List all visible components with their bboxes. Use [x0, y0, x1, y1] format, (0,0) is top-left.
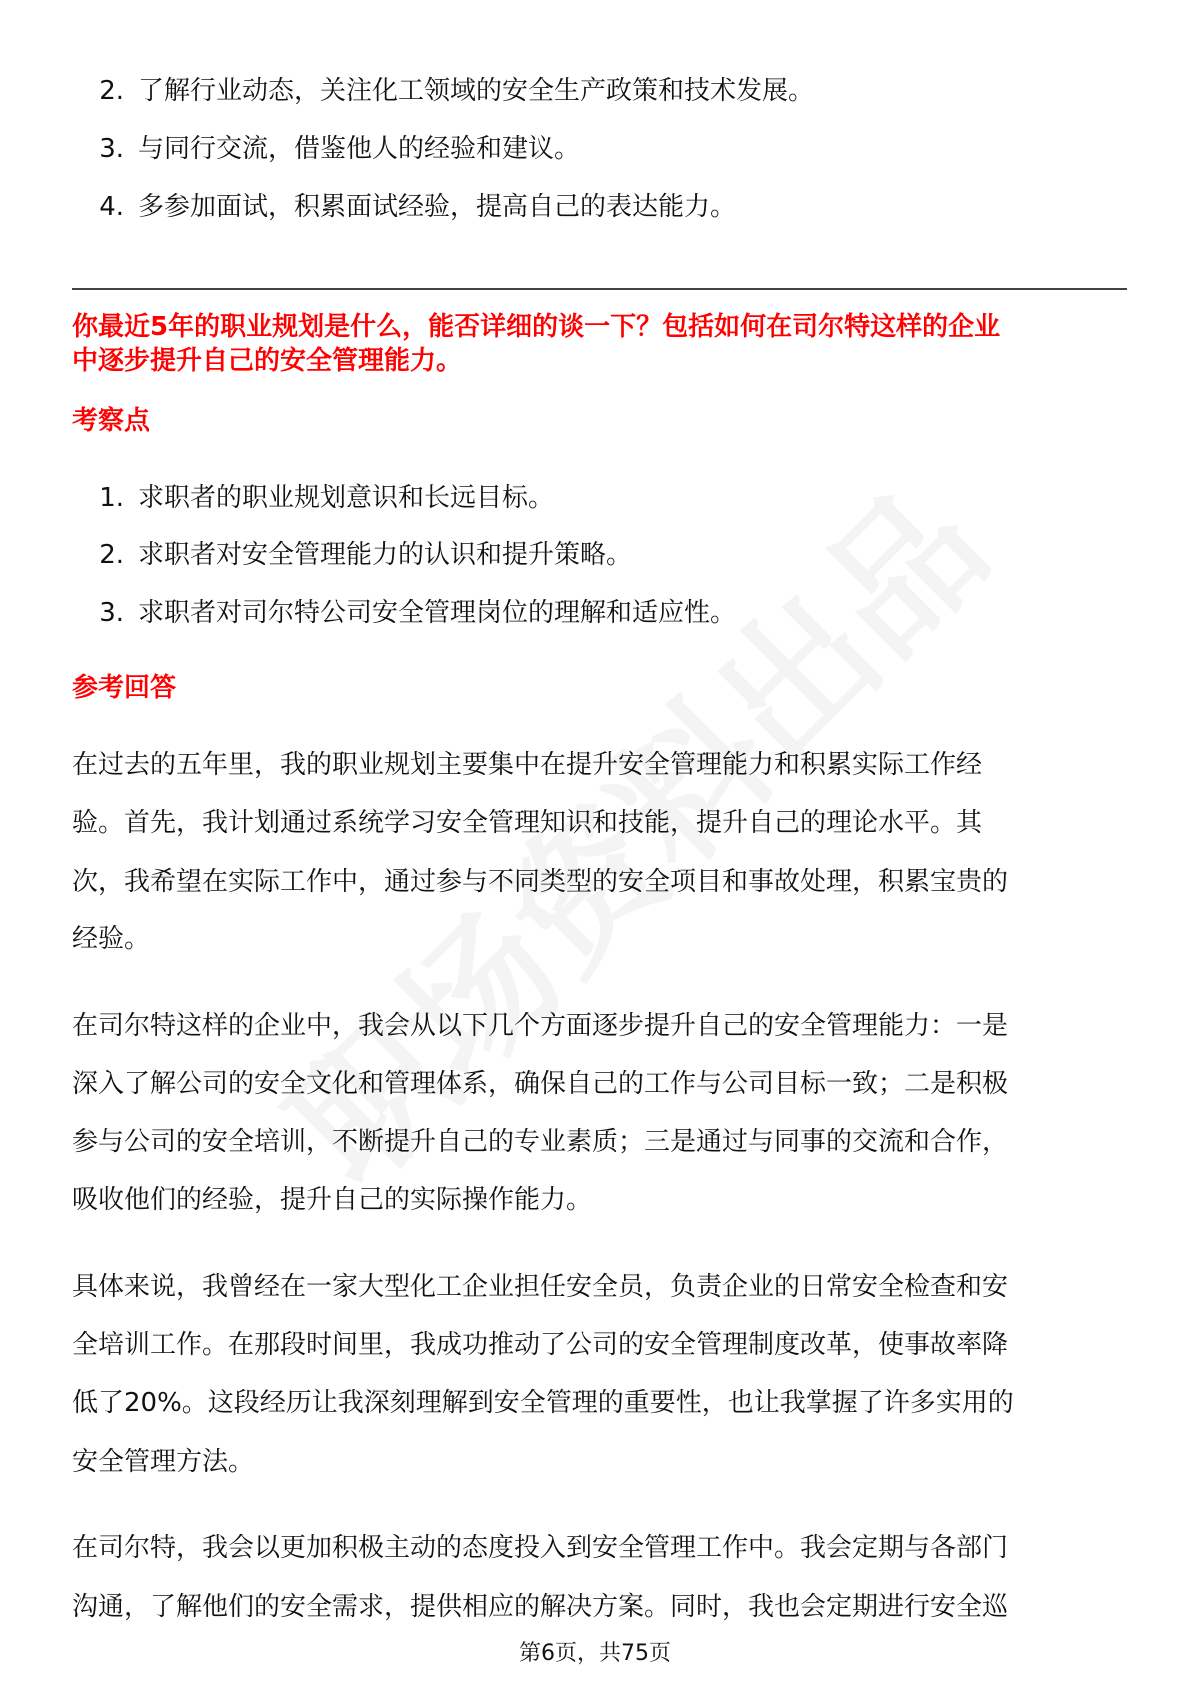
question-line: 你最近5年的职业规划是什么，能否详细的谈一下？包括如何在司尔特这样的企业 — [72, 312, 1001, 342]
question-line: 中逐步提升自己的安全管理能力。 — [72, 346, 463, 376]
list-text: 多参加面试，积累面试经验，提高自己的表达能力。 — [138, 192, 737, 222]
list-number: 3. — [99, 134, 124, 164]
list-text: 求职者对安全管理能力的认识和提升策略。 — [138, 540, 633, 570]
paragraph-line: 全培训工作。在那段时间里，我成功推动了公司的安全管理制度改革，使事故率降 — [72, 1330, 1009, 1360]
divider — [72, 288, 1127, 290]
list-item — [72, 74, 814, 108]
paragraph-line: 验。首先，我计划通过系统学习安全管理知识和技能，提升自己的理论水平。其 — [72, 808, 983, 838]
list-text: 与同行交流，借鉴他人的经验和建议。 — [138, 134, 581, 164]
list-text: 了解行业动态，关注化工领域的安全生产政策和技术发展。 — [138, 76, 815, 106]
list-item — [72, 190, 736, 224]
paragraph-line: 在司尔特，我会以更加积极主动的态度投入到安全管理工作中。我会定期与各部门 — [72, 1533, 1009, 1563]
paragraph-line: 经验。 — [72, 924, 151, 954]
paragraph-line: 安全管理方法。 — [72, 1447, 255, 1477]
list-item — [72, 132, 580, 166]
paragraph-line: 在过去的五年里，我的职业规划主要集中在提升安全管理能力和积累实际工作经 — [72, 750, 983, 780]
paragraph-line: 低了20%。这段经历让我深刻理解到安全管理的重要性，也让我掌握了许多实用的 — [72, 1388, 1014, 1418]
paragraph-line: 吸收他们的经验，提升自己的实际操作能力。 — [72, 1185, 593, 1215]
list-item — [72, 538, 632, 572]
page-number: 第6页，共75页 — [519, 1641, 671, 1666]
list-number: 1. — [99, 483, 124, 513]
list-text: 求职者的职业规划意识和长远目标。 — [138, 483, 555, 513]
list-number: 2. — [99, 76, 124, 106]
paragraph-line: 深入了解公司的安全文化和管理体系，确保自己的工作与公司目标一致；二是积极 — [72, 1069, 1009, 1099]
points-heading: 考察点 — [72, 406, 151, 436]
list-item — [72, 481, 554, 515]
paragraph-line: 次，我希望在实际工作中，通过参与不同类型的安全项目和事故处理，积累宝贵的 — [72, 867, 1009, 897]
paragraph-line: 在司尔特这样的企业中，我会从以下几个方面逐步提升自己的安全管理能力：一是 — [72, 1011, 1009, 1041]
list-text: 求职者对司尔特公司安全管理岗位的理解和适应性。 — [138, 598, 737, 628]
list-number: 4. — [99, 192, 124, 222]
list-item — [72, 596, 736, 630]
list-number: 2. — [99, 540, 124, 570]
answer-heading: 参考回答 — [72, 673, 177, 703]
list-number: 3. — [99, 598, 124, 628]
paragraph-line: 沟通，了解他们的安全需求，提供相应的解决方案。同时，我也会定期进行安全巡 — [72, 1592, 1009, 1622]
paragraph-line: 具体来说，我曾经在一家大型化工企业担任安全员，负责企业的日常安全检查和安 — [72, 1272, 1009, 1302]
paragraph-line: 参与公司的安全培训，不断提升自己的专业素质；三是通过与同事的交流和合作， — [72, 1127, 1009, 1157]
